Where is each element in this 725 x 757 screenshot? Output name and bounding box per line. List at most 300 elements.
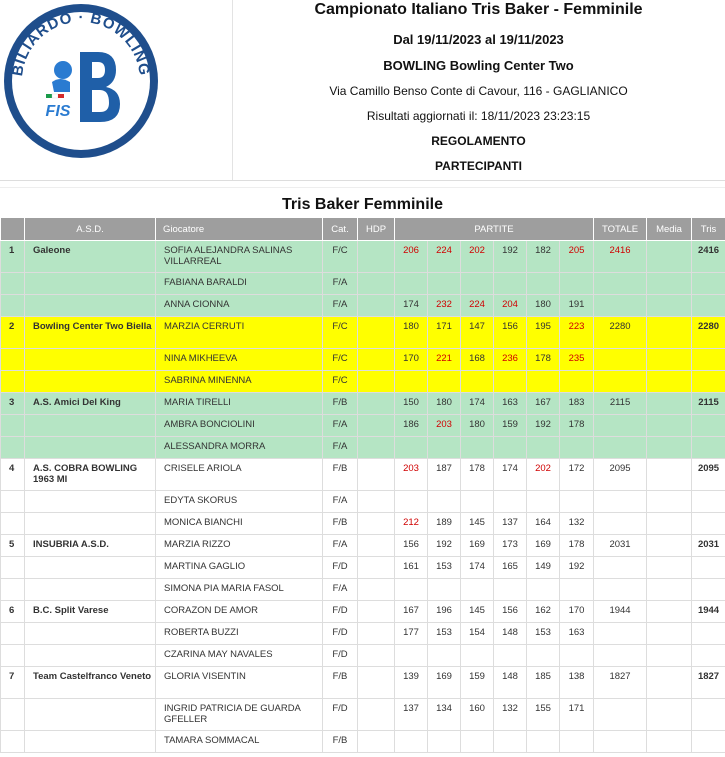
- club-name: INSUBRIA A.S.D.: [25, 535, 156, 557]
- game-score: 159: [461, 667, 494, 699]
- game-score: [428, 437, 461, 459]
- game-score: 153: [527, 623, 560, 645]
- table-header-row: [1, 218, 725, 241]
- game-score: 178: [461, 459, 494, 491]
- game-score: 223: [560, 317, 594, 349]
- game-score: 168: [461, 349, 494, 371]
- game-score: [494, 579, 527, 601]
- player-category: F/D: [323, 623, 358, 645]
- section-separator: [0, 187, 725, 188]
- player-name: FABIANA BARALDI: [156, 273, 323, 295]
- tournament-venue: BOWLING Bowling Center Two: [383, 58, 574, 73]
- game-score: [395, 645, 428, 667]
- team-position: [1, 415, 25, 437]
- player-name: MARZIA CERRUTI: [156, 317, 323, 349]
- player-name: INGRID PATRICIA DE GUARDA GFELLER: [156, 699, 323, 731]
- game-score: 192: [494, 241, 527, 273]
- table-row: [1, 295, 725, 317]
- table-row: [1, 535, 725, 557]
- team-position: [1, 731, 25, 753]
- game-score: 224: [461, 295, 494, 317]
- player-total: [594, 349, 647, 371]
- player-total: [594, 513, 647, 535]
- player-name: CORAZON DE AMOR: [156, 601, 323, 623]
- team-tris: [692, 513, 725, 535]
- table-row: [1, 645, 725, 667]
- player-hdp: [358, 273, 395, 295]
- game-score: 189: [428, 513, 461, 535]
- team-position: [1, 579, 25, 601]
- game-score: [428, 491, 461, 513]
- player-average: [647, 459, 692, 491]
- player-hdp: [358, 393, 395, 415]
- game-score: 180: [428, 393, 461, 415]
- game-score: 153: [428, 557, 461, 579]
- standings-body: [1, 241, 725, 753]
- game-score: [527, 579, 560, 601]
- game-score: 178: [560, 535, 594, 557]
- game-score: 174: [395, 295, 428, 317]
- club-name: Galeone: [25, 241, 156, 273]
- player-name: NINA MIKHEEVA: [156, 349, 323, 371]
- team-tris: 1827: [692, 667, 725, 699]
- team-tris: [692, 731, 725, 753]
- player-hdp: [358, 459, 395, 491]
- player-average: [647, 273, 692, 295]
- table-row: [1, 557, 725, 579]
- player-name: ANNA CIONNA: [156, 295, 323, 317]
- game-score: [428, 645, 461, 667]
- player-average: [647, 437, 692, 459]
- game-score: 169: [527, 535, 560, 557]
- game-score: 148: [494, 667, 527, 699]
- game-score: [494, 645, 527, 667]
- player-total: [594, 371, 647, 393]
- player-average: [647, 415, 692, 437]
- col-tris: Tris: [692, 218, 725, 241]
- club-name: A.S. COBRA BOWLING 1963 MI: [25, 459, 156, 491]
- team-tris: [692, 415, 725, 437]
- game-score: 169: [428, 667, 461, 699]
- game-score: [527, 645, 560, 667]
- game-score: [461, 645, 494, 667]
- club-name: B.C. Split Varese: [25, 601, 156, 623]
- game-score: [428, 273, 461, 295]
- game-score: 156: [494, 317, 527, 349]
- player-average: [647, 623, 692, 645]
- game-score: [494, 731, 527, 753]
- game-score: 154: [461, 623, 494, 645]
- player-total: [594, 699, 647, 731]
- game-score: 150: [395, 393, 428, 415]
- game-score: 155: [527, 699, 560, 731]
- table-row: [1, 349, 725, 371]
- table-row: [1, 491, 725, 513]
- player-hdp: [358, 731, 395, 753]
- game-score: [527, 491, 560, 513]
- team-position: [1, 557, 25, 579]
- team-tris: [692, 699, 725, 731]
- player-total: [594, 645, 647, 667]
- player-category: F/C: [323, 349, 358, 371]
- table-row: [1, 513, 725, 535]
- game-score: 204: [494, 295, 527, 317]
- player-category: F/B: [323, 731, 358, 753]
- col-pos: [1, 218, 25, 241]
- table-row: [1, 601, 725, 623]
- player-hdp: [358, 645, 395, 667]
- game-score: 196: [428, 601, 461, 623]
- player-total: [594, 579, 647, 601]
- player-category: F/A: [323, 295, 358, 317]
- team-position: [1, 513, 25, 535]
- game-score: 187: [428, 459, 461, 491]
- player-category: F/B: [323, 459, 358, 491]
- game-score: 205: [560, 241, 594, 273]
- col-avg: Media: [647, 218, 692, 241]
- player-hdp: [358, 349, 395, 371]
- game-score: [395, 371, 428, 393]
- player-hdp: [358, 295, 395, 317]
- club-name: [25, 349, 156, 371]
- game-score: 167: [395, 601, 428, 623]
- team-position: [1, 645, 25, 667]
- team-tris: [692, 491, 725, 513]
- col-cat: Cat.: [323, 218, 358, 241]
- game-score: 183: [560, 393, 594, 415]
- game-score: 147: [461, 317, 494, 349]
- player-name: AMBRA BONCIOLINI: [156, 415, 323, 437]
- club-name: [25, 513, 156, 535]
- game-score: 137: [494, 513, 527, 535]
- player-name: TAMARA SOMMACAL: [156, 731, 323, 753]
- player-average: [647, 667, 692, 699]
- team-tris: [692, 645, 725, 667]
- team-tris: 2115: [692, 393, 725, 415]
- game-score: 203: [428, 415, 461, 437]
- participants-link[interactable]: PARTECIPANTI: [435, 159, 522, 173]
- tournament-dates: Dal 19/11/2023 al 19/11/2023: [393, 32, 564, 47]
- club-name: [25, 557, 156, 579]
- table-row: [1, 579, 725, 601]
- game-score: [461, 491, 494, 513]
- player-average: [647, 295, 692, 317]
- team-position: 1: [1, 241, 25, 273]
- player-name: EDYTA SKORUS: [156, 491, 323, 513]
- player-total: 2280: [594, 317, 647, 349]
- game-score: 203: [395, 459, 428, 491]
- game-score: 163: [494, 393, 527, 415]
- team-position: [1, 349, 25, 371]
- table-row: [1, 273, 725, 295]
- player-category: F/C: [323, 317, 358, 349]
- player-total: 2416: [594, 241, 647, 273]
- team-tris: [692, 623, 725, 645]
- game-score: [560, 371, 594, 393]
- player-category: F/D: [323, 699, 358, 731]
- player-category: F/C: [323, 371, 358, 393]
- player-category: F/A: [323, 579, 358, 601]
- player-category: F/D: [323, 645, 358, 667]
- game-score: [395, 273, 428, 295]
- team-position: 2: [1, 317, 25, 349]
- player-average: [647, 491, 692, 513]
- club-name: Team Castelfranco Veneto: [25, 667, 156, 699]
- player-hdp: [358, 241, 395, 273]
- rules-link[interactable]: REGOLAMENTO: [431, 134, 526, 148]
- player-hdp: [358, 699, 395, 731]
- col-player: Giocatore: [156, 218, 323, 241]
- game-score: 174: [461, 557, 494, 579]
- game-score: 171: [428, 317, 461, 349]
- game-score: 139: [395, 667, 428, 699]
- team-position: [1, 623, 25, 645]
- team-tris: 2031: [692, 535, 725, 557]
- game-score: [494, 437, 527, 459]
- game-score: 153: [428, 623, 461, 645]
- player-category: F/C: [323, 241, 358, 273]
- game-score: 192: [428, 535, 461, 557]
- game-score: 178: [560, 415, 594, 437]
- game-score: 191: [560, 295, 594, 317]
- player-category: F/D: [323, 557, 358, 579]
- header-separator: [0, 180, 725, 181]
- game-score: 195: [527, 317, 560, 349]
- game-score: 161: [395, 557, 428, 579]
- table-row: [1, 459, 725, 491]
- game-score: 148: [494, 623, 527, 645]
- col-games: PARTITE: [395, 218, 594, 241]
- game-score: [461, 579, 494, 601]
- table-row: [1, 699, 725, 731]
- game-score: [395, 731, 428, 753]
- team-position: [1, 273, 25, 295]
- table-row: [1, 241, 725, 273]
- player-total: [594, 415, 647, 437]
- table-row: [1, 317, 725, 349]
- game-score: 160: [461, 699, 494, 731]
- club-name: [25, 371, 156, 393]
- table-row: [1, 731, 725, 753]
- game-score: 174: [494, 459, 527, 491]
- game-score: 202: [527, 459, 560, 491]
- game-score: 221: [428, 349, 461, 371]
- game-score: [494, 273, 527, 295]
- player-category: F/A: [323, 437, 358, 459]
- tournament-title: Campionato Italiano Tris Baker - Femminile: [314, 1, 643, 18]
- game-score: [395, 579, 428, 601]
- player-name: MARTINA GAGLIO: [156, 557, 323, 579]
- results-updated: Risultati aggiornati il: 18/11/2023 23:23:15: [366, 109, 591, 123]
- player-category: F/A: [323, 415, 358, 437]
- game-score: 235: [560, 349, 594, 371]
- player-category: F/B: [323, 513, 358, 535]
- player-total: 1827: [594, 667, 647, 699]
- game-score: [527, 371, 560, 393]
- team-tris: [692, 273, 725, 295]
- player-category: F/B: [323, 667, 358, 699]
- team-tris: [692, 557, 725, 579]
- team-position: [1, 699, 25, 731]
- svg-text:FIS: FIS: [45, 103, 71, 120]
- game-score: [461, 731, 494, 753]
- club-name: [25, 731, 156, 753]
- player-average: [647, 349, 692, 371]
- game-score: [560, 579, 594, 601]
- team-tris: 2095: [692, 459, 725, 491]
- venue-address: Via Camillo Benso Conte di Cavour, 116 - GAGLIANICO: [329, 84, 628, 98]
- player-hdp: [358, 317, 395, 349]
- col-hdp: HDP: [358, 218, 395, 241]
- team-tris: 1944: [692, 601, 725, 623]
- game-score: 236: [494, 349, 527, 371]
- player-average: [647, 557, 692, 579]
- club-name: [25, 699, 156, 731]
- game-score: 138: [560, 667, 594, 699]
- club-name: Bowling Center Two Biella: [25, 317, 156, 349]
- game-score: 132: [560, 513, 594, 535]
- player-total: [594, 731, 647, 753]
- club-name: [25, 491, 156, 513]
- game-score: 177: [395, 623, 428, 645]
- team-tris: [692, 579, 725, 601]
- game-score: 170: [560, 601, 594, 623]
- player-average: [647, 393, 692, 415]
- player-average: [647, 699, 692, 731]
- team-position: 3: [1, 393, 25, 415]
- game-score: 212: [395, 513, 428, 535]
- player-hdp: [358, 579, 395, 601]
- player-name: SABRINA MINENNA: [156, 371, 323, 393]
- player-total: [594, 437, 647, 459]
- game-score: 182: [527, 241, 560, 273]
- club-name: [25, 623, 156, 645]
- table-row: [1, 371, 725, 393]
- game-score: [428, 371, 461, 393]
- player-average: [647, 535, 692, 557]
- game-score: 137: [395, 699, 428, 731]
- player-hdp: [358, 415, 395, 437]
- player-average: [647, 241, 692, 273]
- game-score: 145: [461, 513, 494, 535]
- player-name: SIMONA PIA MARIA FASOL: [156, 579, 323, 601]
- game-score: [461, 273, 494, 295]
- player-average: [647, 579, 692, 601]
- game-score: 178: [527, 349, 560, 371]
- game-score: 169: [461, 535, 494, 557]
- club-name: [25, 273, 156, 295]
- table-row: [1, 393, 725, 415]
- player-category: F/B: [323, 393, 358, 415]
- game-score: 156: [395, 535, 428, 557]
- team-tris: [692, 349, 725, 371]
- player-average: [647, 371, 692, 393]
- player-name: ALESSANDRA MORRA: [156, 437, 323, 459]
- club-name: A.S. Amici Del King: [25, 393, 156, 415]
- club-name: [25, 295, 156, 317]
- game-score: 185: [527, 667, 560, 699]
- category-title: Tris Baker Femminile: [282, 196, 443, 213]
- standings-table: [0, 217, 725, 753]
- club-name: [25, 437, 156, 459]
- game-score: 174: [461, 393, 494, 415]
- svg-text:BILIARDO · BOWLING: BILIARDO · BOWLING: [9, 8, 153, 78]
- game-score: 132: [494, 699, 527, 731]
- game-score: 164: [527, 513, 560, 535]
- club-name: [25, 415, 156, 437]
- game-score: [494, 371, 527, 393]
- player-total: [594, 273, 647, 295]
- team-position: [1, 295, 25, 317]
- team-position: [1, 371, 25, 393]
- game-score: 180: [527, 295, 560, 317]
- game-score: 162: [527, 601, 560, 623]
- player-total: [594, 491, 647, 513]
- game-score: [527, 437, 560, 459]
- player-total: 2031: [594, 535, 647, 557]
- game-score: 202: [461, 241, 494, 273]
- game-score: 170: [395, 349, 428, 371]
- team-tris: [692, 371, 725, 393]
- table-row: [1, 437, 725, 459]
- game-score: 163: [560, 623, 594, 645]
- club-name: [25, 579, 156, 601]
- game-score: 173: [494, 535, 527, 557]
- team-position: 4: [1, 459, 25, 491]
- game-score: [461, 437, 494, 459]
- game-score: [560, 645, 594, 667]
- game-score: [560, 731, 594, 753]
- game-score: [395, 491, 428, 513]
- col-asd: A.S.D.: [25, 218, 156, 241]
- player-name: MARIA TIRELLI: [156, 393, 323, 415]
- team-position: [1, 491, 25, 513]
- table-row: [1, 623, 725, 645]
- game-score: 159: [494, 415, 527, 437]
- player-category: F/A: [323, 535, 358, 557]
- game-score: [395, 437, 428, 459]
- game-score: [560, 273, 594, 295]
- player-name: CZARINA MAY NAVALES: [156, 645, 323, 667]
- team-position: 6: [1, 601, 25, 623]
- game-score: [527, 273, 560, 295]
- game-score: [461, 371, 494, 393]
- game-score: 134: [428, 699, 461, 731]
- player-name: ROBERTA BUZZI: [156, 623, 323, 645]
- game-score: [560, 437, 594, 459]
- table-row: [1, 667, 725, 699]
- player-hdp: [358, 535, 395, 557]
- player-category: F/A: [323, 491, 358, 513]
- team-position: 7: [1, 667, 25, 699]
- team-position: [1, 437, 25, 459]
- game-score: 232: [428, 295, 461, 317]
- player-average: [647, 317, 692, 349]
- fis-biliardo-bowling-logo: [2, 2, 160, 160]
- player-average: [647, 601, 692, 623]
- player-total: 1944: [594, 601, 647, 623]
- player-total: [594, 295, 647, 317]
- player-hdp: [358, 437, 395, 459]
- team-tris: 2280: [692, 317, 725, 349]
- player-name: GLORIA VISENTIN: [156, 667, 323, 699]
- player-hdp: [358, 623, 395, 645]
- game-score: 224: [428, 241, 461, 273]
- table-row: [1, 415, 725, 437]
- team-tris: 2416: [692, 241, 725, 273]
- game-score: 206: [395, 241, 428, 273]
- page-header: [0, 0, 725, 180]
